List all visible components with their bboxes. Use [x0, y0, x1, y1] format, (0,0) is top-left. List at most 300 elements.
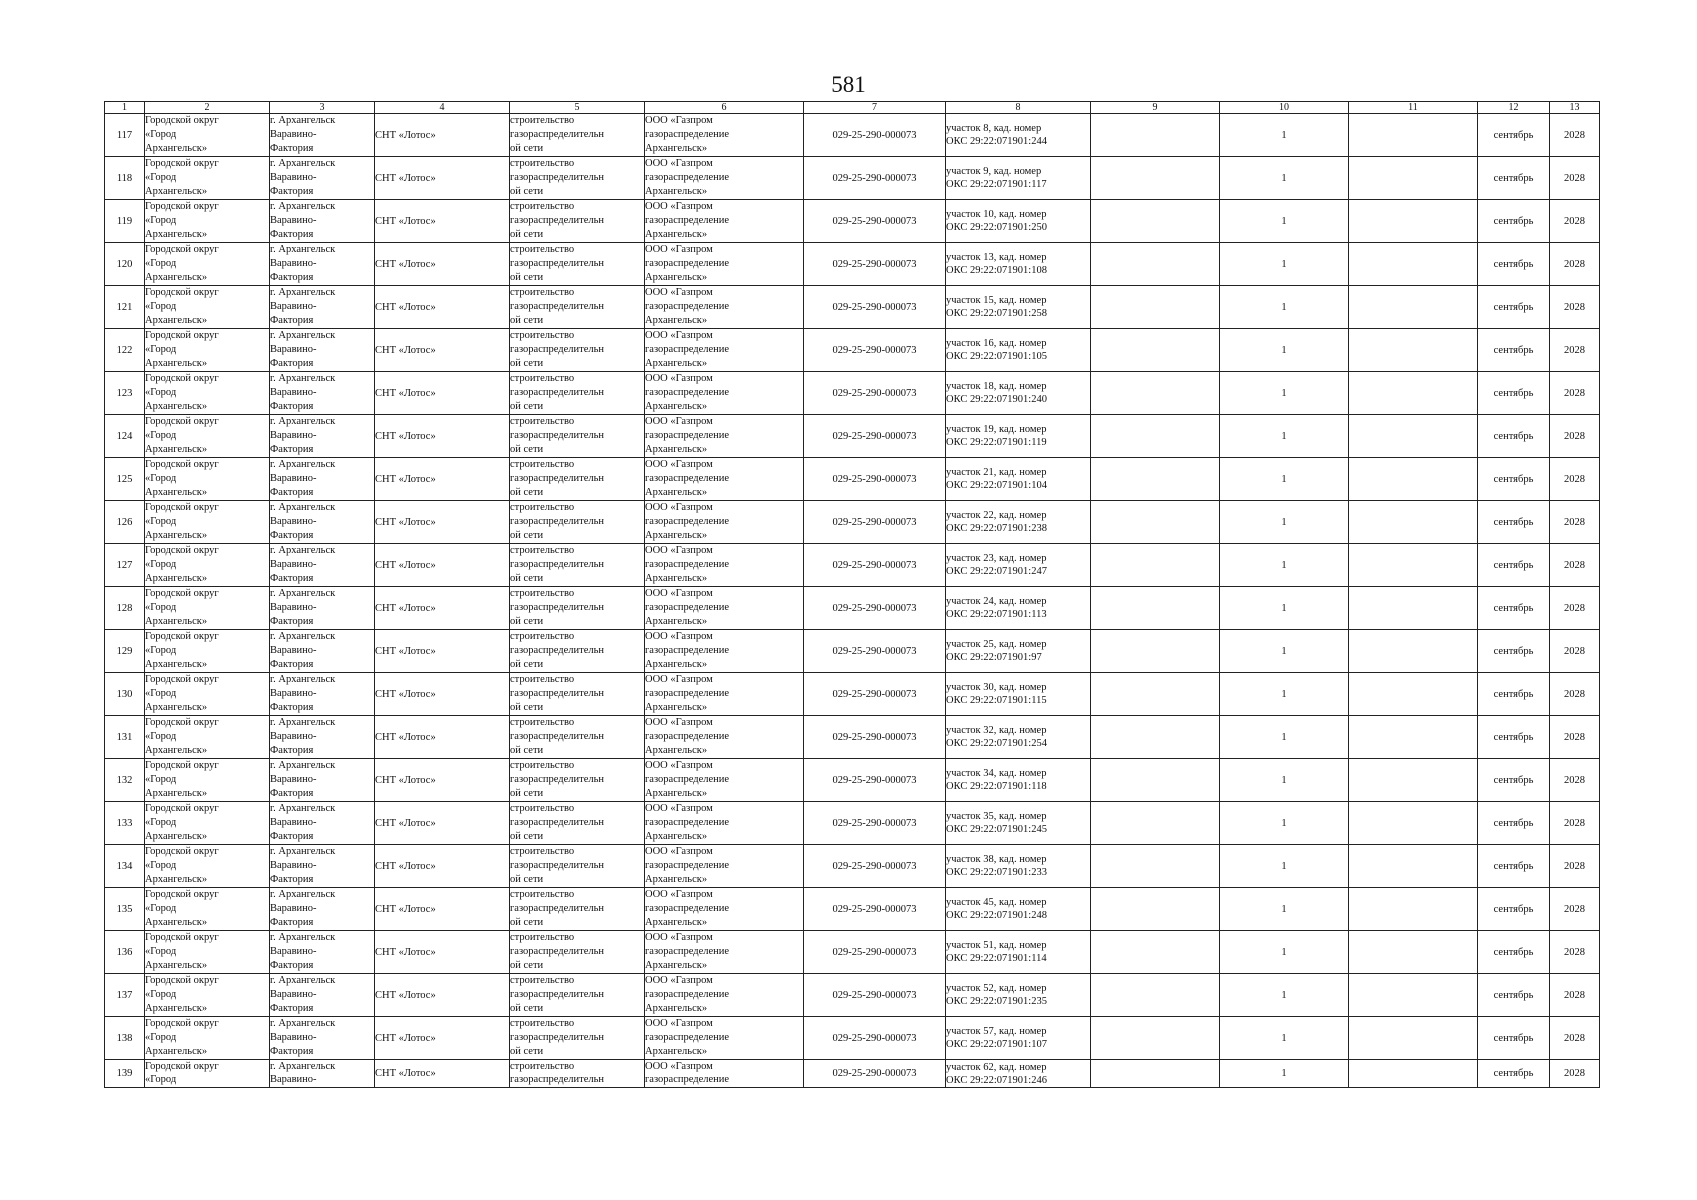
- work-type-line: ой сети: [510, 917, 544, 928]
- work-type-line: ой сети: [510, 1046, 544, 1057]
- row-number: 122: [105, 329, 145, 372]
- locality-cell: [270, 1017, 375, 1060]
- locality-line: г. Архангельск: [270, 459, 336, 470]
- district-line: Городской округ: [145, 244, 219, 255]
- column-11-cell: [1349, 802, 1478, 845]
- organization-line: Архангельск»: [645, 616, 708, 627]
- snt-cell: СНТ «Лотос»: [375, 286, 510, 329]
- code-cell: 029-25-290-000073: [804, 802, 946, 845]
- year-cell: 2028: [1550, 587, 1600, 630]
- month-cell: сентябрь: [1478, 845, 1550, 888]
- locality-line: Фактория: [270, 702, 314, 713]
- organization-cell: [645, 544, 804, 587]
- organization-line: газораспределение: [645, 817, 730, 828]
- locality-line: Варавино-: [270, 1032, 317, 1043]
- quantity-cell: 1: [1220, 888, 1349, 931]
- locality-line: Варавино-: [270, 473, 317, 484]
- locality-cell: [270, 415, 375, 458]
- work-type-line: газораспределительн: [510, 473, 605, 484]
- organization-line: газораспределение: [645, 946, 730, 957]
- lot-value: 8, кад. номер: [983, 123, 1042, 134]
- lot-prefix: участок: [946, 424, 984, 435]
- work-type-cell: [510, 630, 645, 673]
- column-11-cell: [1349, 243, 1478, 286]
- locality-line: Фактория: [270, 143, 314, 154]
- district-line: Городской округ: [145, 588, 219, 599]
- organization-line: Архангельск»: [645, 315, 708, 326]
- column-9-cell: [1091, 1060, 1220, 1088]
- work-type-cell: [510, 673, 645, 716]
- work-type-line: газораспределительн: [510, 344, 605, 355]
- work-type-line: газораспределительн: [510, 559, 605, 570]
- organization-line: газораспределение: [645, 688, 730, 699]
- lot-value: 25, кад. номер: [983, 639, 1047, 650]
- district-line: Городской округ: [145, 932, 219, 943]
- column-9-cell: [1091, 845, 1220, 888]
- organization-cell: [645, 157, 804, 200]
- locality-line: г. Архангельск: [270, 760, 336, 771]
- organization-line: ООО «Газпром: [645, 330, 713, 341]
- lot-cell: [946, 114, 1091, 157]
- work-type-line: газораспределительн: [510, 903, 605, 914]
- column-11-cell: [1349, 673, 1478, 716]
- work-type-line: газораспределительн: [510, 172, 605, 183]
- organization-cell: [645, 587, 804, 630]
- year-cell: 2028: [1550, 329, 1600, 372]
- work-type-line: строительство: [510, 975, 575, 986]
- work-type-line: ой сети: [510, 487, 544, 498]
- year-cell: 2028: [1550, 114, 1600, 157]
- district-cell: [145, 243, 270, 286]
- register-table: [104, 101, 1600, 1088]
- column-11-cell: [1349, 845, 1478, 888]
- code-cell: 029-25-290-000073: [804, 1017, 946, 1060]
- locality-cell: [270, 931, 375, 974]
- lot-prefix: участок: [946, 252, 984, 263]
- locality-cell: [270, 716, 375, 759]
- page-number: 581: [831, 72, 866, 97]
- district-line: Архангельск»: [145, 616, 208, 627]
- work-type-line: газораспределительн: [510, 946, 605, 957]
- year-cell: 2028: [1550, 931, 1600, 974]
- locality-line: г. Архангельск: [270, 545, 336, 556]
- year-cell: 2028: [1550, 716, 1600, 759]
- row-number: 119: [105, 200, 145, 243]
- district-line: Городской округ: [145, 459, 219, 470]
- snt-cell: СНТ «Лотос»: [375, 1060, 510, 1088]
- column-9-cell: [1091, 587, 1220, 630]
- row-number: 130: [105, 673, 145, 716]
- cadastral-value: 071901:118: [996, 781, 1047, 792]
- organization-line: газораспределение: [645, 301, 730, 312]
- locality-line: Фактория: [270, 874, 314, 885]
- year-cell: 2028: [1550, 501, 1600, 544]
- locality-line: г. Архангельск: [270, 502, 336, 513]
- district-line: Городской округ: [145, 201, 219, 212]
- organization-line: ООО «Газпром: [645, 1061, 713, 1072]
- year-cell: 2028: [1550, 673, 1600, 716]
- organization-cell: [645, 845, 804, 888]
- month-cell: сентябрь: [1478, 200, 1550, 243]
- column-9-cell: [1091, 630, 1220, 673]
- lot-value: 10, кад. номер: [983, 209, 1047, 220]
- work-type-cell: [510, 243, 645, 286]
- locality-cell: [270, 114, 375, 157]
- organization-cell: [645, 974, 804, 1017]
- organization-line: газораспределение: [645, 430, 730, 441]
- lot-cell: [946, 329, 1091, 372]
- work-type-line: газораспределительн: [510, 258, 605, 269]
- work-type-line: газораспределительн: [510, 817, 605, 828]
- district-line: Городской округ: [145, 158, 219, 169]
- cadastral-line: [946, 995, 1090, 1008]
- locality-line: Фактория: [270, 272, 314, 283]
- locality-cell: [270, 458, 375, 501]
- cadastral-value: 071901:258: [996, 308, 1047, 319]
- quantity-cell: 1: [1220, 114, 1349, 157]
- column-11-cell: [1349, 157, 1478, 200]
- locality-line: Варавино-: [270, 602, 317, 613]
- organization-line: газораспределение: [645, 516, 730, 527]
- work-type-line: газораспределительн: [510, 1074, 605, 1085]
- lot-prefix: участок: [946, 295, 984, 306]
- lot-line: [946, 767, 1090, 780]
- row-number: 126: [105, 501, 145, 544]
- locality-line: Фактория: [270, 1046, 314, 1057]
- district-cell: [145, 587, 270, 630]
- locality-line: Фактория: [270, 487, 314, 498]
- quantity-cell: 1: [1220, 673, 1349, 716]
- work-type-line: строительство: [510, 1061, 575, 1072]
- lot-cell: [946, 286, 1091, 329]
- district-line: Архангельск»: [145, 659, 208, 670]
- locality-cell: [270, 587, 375, 630]
- work-type-line: строительство: [510, 588, 575, 599]
- locality-cell: [270, 888, 375, 931]
- code-cell: 029-25-290-000073: [804, 157, 946, 200]
- month-cell: сентябрь: [1478, 630, 1550, 673]
- lot-value: 22, кад. номер: [983, 510, 1047, 521]
- year-cell: 2028: [1550, 888, 1600, 931]
- snt-cell: СНТ «Лотос»: [375, 974, 510, 1017]
- code-cell: 029-25-290-000073: [804, 286, 946, 329]
- lot-line: [946, 896, 1090, 909]
- snt-cell: СНТ «Лотос»: [375, 501, 510, 544]
- work-type-line: газораспределительн: [510, 215, 605, 226]
- cadastral-prefix: ОКС 29:22:: [946, 1074, 997, 1086]
- organization-line: газораспределение: [645, 903, 730, 914]
- organization-line: ООО «Газпром: [645, 115, 713, 126]
- cadastral-prefix: ОКС 29:22:: [946, 910, 997, 921]
- district-cell: [145, 157, 270, 200]
- district-line: «Город: [145, 1074, 177, 1085]
- column-header-1: 1: [105, 102, 145, 114]
- lot-cell: [946, 587, 1091, 630]
- lot-cell: [946, 157, 1091, 200]
- work-type-line: ой сети: [510, 143, 544, 154]
- work-type-line: строительство: [510, 158, 575, 169]
- month-cell: сентябрь: [1478, 415, 1550, 458]
- locality-line: г. Архангельск: [270, 330, 336, 341]
- table-row: [105, 888, 1600, 931]
- organization-line: Архангельск»: [645, 788, 708, 799]
- organization-cell: [645, 458, 804, 501]
- lot-value: 30, кад. номер: [983, 682, 1047, 693]
- locality-line: Варавино-: [270, 817, 317, 828]
- row-number: 123: [105, 372, 145, 415]
- cadastral-line: [946, 780, 1090, 793]
- organization-line: Архангельск»: [645, 401, 708, 412]
- quantity-cell: 1: [1220, 372, 1349, 415]
- district-line: «Город: [145, 946, 177, 957]
- table-row: [105, 501, 1600, 544]
- cadastral-prefix: ОКС 29:22:: [946, 222, 997, 233]
- work-type-line: строительство: [510, 717, 575, 728]
- row-number: 133: [105, 802, 145, 845]
- district-cell: [145, 845, 270, 888]
- district-line: Архангельск»: [145, 186, 208, 197]
- district-line: «Город: [145, 559, 177, 570]
- district-line: Архангельск»: [145, 702, 208, 713]
- organization-line: ООО «Газпром: [645, 244, 713, 255]
- code-cell: 029-25-290-000073: [804, 759, 946, 802]
- lot-prefix: участок: [946, 166, 984, 177]
- row-number: 125: [105, 458, 145, 501]
- work-type-line: ой сети: [510, 272, 544, 283]
- organization-line: ООО «Газпром: [645, 416, 713, 427]
- work-type-cell: [510, 802, 645, 845]
- work-type-line: газораспределительн: [510, 129, 605, 140]
- work-type-line: строительство: [510, 889, 575, 900]
- organization-line: ООО «Газпром: [645, 717, 713, 728]
- locality-line: Варавино-: [270, 344, 317, 355]
- work-type-line: ой сети: [510, 788, 544, 799]
- lot-line: [946, 423, 1090, 436]
- locality-line: Фактория: [270, 788, 314, 799]
- district-line: «Город: [145, 516, 177, 527]
- lot-line: [946, 466, 1090, 479]
- cadastral-value: 071901:248: [996, 910, 1047, 921]
- organization-line: газораспределение: [645, 860, 730, 871]
- locality-line: г. Архангельск: [270, 674, 336, 685]
- code-cell: 029-25-290-000073: [804, 630, 946, 673]
- district-cell: [145, 716, 270, 759]
- work-type-cell: [510, 1060, 645, 1088]
- locality-line: Варавино-: [270, 172, 317, 183]
- work-type-cell: [510, 200, 645, 243]
- work-type-line: строительство: [510, 287, 575, 298]
- row-number: 121: [105, 286, 145, 329]
- cadastral-line: [946, 565, 1090, 578]
- table-row: [105, 286, 1600, 329]
- locality-cell: [270, 501, 375, 544]
- locality-line: Фактория: [270, 444, 314, 455]
- table-row: [105, 329, 1600, 372]
- locality-line: Фактория: [270, 831, 314, 842]
- cadastral-line: [946, 952, 1090, 965]
- cadastral-value: 071901:235: [996, 996, 1047, 1007]
- column-9-cell: [1091, 544, 1220, 587]
- table-row: [105, 114, 1600, 157]
- lot-line: [946, 595, 1090, 608]
- work-type-line: ой сети: [510, 616, 544, 627]
- work-type-cell: [510, 587, 645, 630]
- district-line: Городской округ: [145, 631, 219, 642]
- month-cell: сентябрь: [1478, 1060, 1550, 1088]
- row-number: 136: [105, 931, 145, 974]
- quantity-cell: 1: [1220, 630, 1349, 673]
- column-11-cell: [1349, 329, 1478, 372]
- table-row: [105, 544, 1600, 587]
- lot-value: 52, кад. номер: [983, 983, 1047, 994]
- organization-line: ООО «Газпром: [645, 287, 713, 298]
- snt-cell: СНТ «Лотос»: [375, 931, 510, 974]
- column-9-cell: [1091, 974, 1220, 1017]
- locality-line: Варавино-: [270, 774, 317, 785]
- organization-cell: [645, 286, 804, 329]
- district-line: Архангельск»: [145, 745, 208, 756]
- organization-line: газораспределение: [645, 1074, 730, 1085]
- district-cell: [145, 1017, 270, 1060]
- table-row: [105, 759, 1600, 802]
- row-number: 138: [105, 1017, 145, 1060]
- lot-prefix: участок: [946, 123, 984, 134]
- locality-line: Варавино-: [270, 688, 317, 699]
- work-type-cell: [510, 888, 645, 931]
- locality-line: г. Архангельск: [270, 158, 336, 169]
- year-cell: 2028: [1550, 630, 1600, 673]
- month-cell: сентябрь: [1478, 329, 1550, 372]
- locality-line: г. Архангельск: [270, 373, 336, 384]
- organization-line: Архангельск»: [645, 1003, 708, 1014]
- code-cell: 029-25-290-000073: [804, 888, 946, 931]
- organization-line: Архангельск»: [645, 530, 708, 541]
- district-line: Городской округ: [145, 287, 219, 298]
- district-cell: [145, 759, 270, 802]
- locality-line: г. Архангельск: [270, 803, 336, 814]
- cadastral-line: [946, 221, 1090, 234]
- cadastral-value: 071901:114: [996, 953, 1047, 964]
- locality-line: Варавино-: [270, 129, 317, 140]
- lot-prefix: участок: [946, 338, 984, 349]
- table-row: [105, 243, 1600, 286]
- cadastral-line: [946, 823, 1090, 836]
- district-line: Архангельск»: [145, 315, 208, 326]
- work-type-line: газораспределительн: [510, 301, 605, 312]
- lot-prefix: участок: [946, 467, 984, 478]
- district-line: Архангельск»: [145, 229, 208, 240]
- code-cell: 029-25-290-000073: [804, 716, 946, 759]
- locality-line: Фактория: [270, 358, 314, 369]
- column-9-cell: [1091, 1017, 1220, 1060]
- column-header-13: 13: [1550, 102, 1600, 114]
- lot-value: 57, кад. номер: [983, 1026, 1047, 1037]
- month-cell: сентябрь: [1478, 974, 1550, 1017]
- quantity-cell: 1: [1220, 329, 1349, 372]
- cadastral-line: [946, 350, 1090, 363]
- work-type-line: ой сети: [510, 401, 544, 412]
- code-cell: 029-25-290-000073: [804, 1060, 946, 1088]
- organization-cell: [645, 1017, 804, 1060]
- column-9-cell: [1091, 673, 1220, 716]
- column-header-12: 12: [1478, 102, 1550, 114]
- locality-line: г. Архангельск: [270, 631, 336, 642]
- locality-line: Варавино-: [270, 301, 317, 312]
- column-9-cell: [1091, 114, 1220, 157]
- column-11-cell: [1349, 1017, 1478, 1060]
- district-line: Архангельск»: [145, 1003, 208, 1014]
- work-type-cell: [510, 114, 645, 157]
- lot-prefix: участок: [946, 510, 984, 521]
- column-header-8: 8: [946, 102, 1091, 114]
- work-type-cell: [510, 1017, 645, 1060]
- year-cell: 2028: [1550, 243, 1600, 286]
- cadastral-prefix: ОКС 29:22:: [946, 867, 997, 878]
- row-number: 118: [105, 157, 145, 200]
- row-number: 120: [105, 243, 145, 286]
- organization-cell: [645, 759, 804, 802]
- month-cell: сентябрь: [1478, 716, 1550, 759]
- district-line: «Город: [145, 129, 177, 140]
- work-type-cell: [510, 286, 645, 329]
- code-cell: 029-25-290-000073: [804, 329, 946, 372]
- table-row: [105, 673, 1600, 716]
- work-type-line: газораспределительн: [510, 989, 605, 1000]
- cadastral-line: [946, 737, 1090, 750]
- organization-cell: [645, 1060, 804, 1088]
- locality-line: Фактория: [270, 1003, 314, 1014]
- organization-line: Архангельск»: [645, 831, 708, 842]
- year-cell: 2028: [1550, 802, 1600, 845]
- cadastral-prefix: ОКС 29:22:: [946, 695, 997, 706]
- organization-line: ООО «Газпром: [645, 975, 713, 986]
- column-11-cell: [1349, 587, 1478, 630]
- district-cell: [145, 630, 270, 673]
- column-9-cell: [1091, 415, 1220, 458]
- snt-cell: СНТ «Лотос»: [375, 630, 510, 673]
- code-cell: 029-25-290-000073: [804, 372, 946, 415]
- code-cell: 029-25-290-000073: [804, 114, 946, 157]
- snt-cell: СНТ «Лотос»: [375, 243, 510, 286]
- organization-line: газораспределение: [645, 129, 730, 140]
- lot-line: [946, 552, 1090, 565]
- month-cell: сентябрь: [1478, 587, 1550, 630]
- work-type-line: строительство: [510, 674, 575, 685]
- cadastral-line: [946, 608, 1090, 621]
- district-line: «Город: [145, 817, 177, 828]
- snt-cell: СНТ «Лотос»: [375, 458, 510, 501]
- work-type-line: ой сети: [510, 1003, 544, 1014]
- organization-line: газораспределение: [645, 559, 730, 570]
- lot-value: 21, кад. номер: [983, 467, 1047, 478]
- organization-cell: [645, 501, 804, 544]
- organization-line: Архангельск»: [645, 702, 708, 713]
- work-type-line: ой сети: [510, 186, 544, 197]
- row-number: 128: [105, 587, 145, 630]
- lot-line: [946, 853, 1090, 866]
- locality-line: Варавино-: [270, 559, 317, 570]
- organization-line: Архангельск»: [645, 1046, 708, 1057]
- snt-cell: СНТ «Лотос»: [375, 587, 510, 630]
- lot-line: [946, 337, 1090, 350]
- district-line: Архангельск»: [145, 788, 208, 799]
- district-cell: [145, 888, 270, 931]
- organization-line: ООО «Газпром: [645, 158, 713, 169]
- row-number: 117: [105, 114, 145, 157]
- cadastral-line: [946, 651, 1090, 664]
- cadastral-value: 071901:117: [996, 179, 1047, 190]
- lot-line: [946, 122, 1090, 135]
